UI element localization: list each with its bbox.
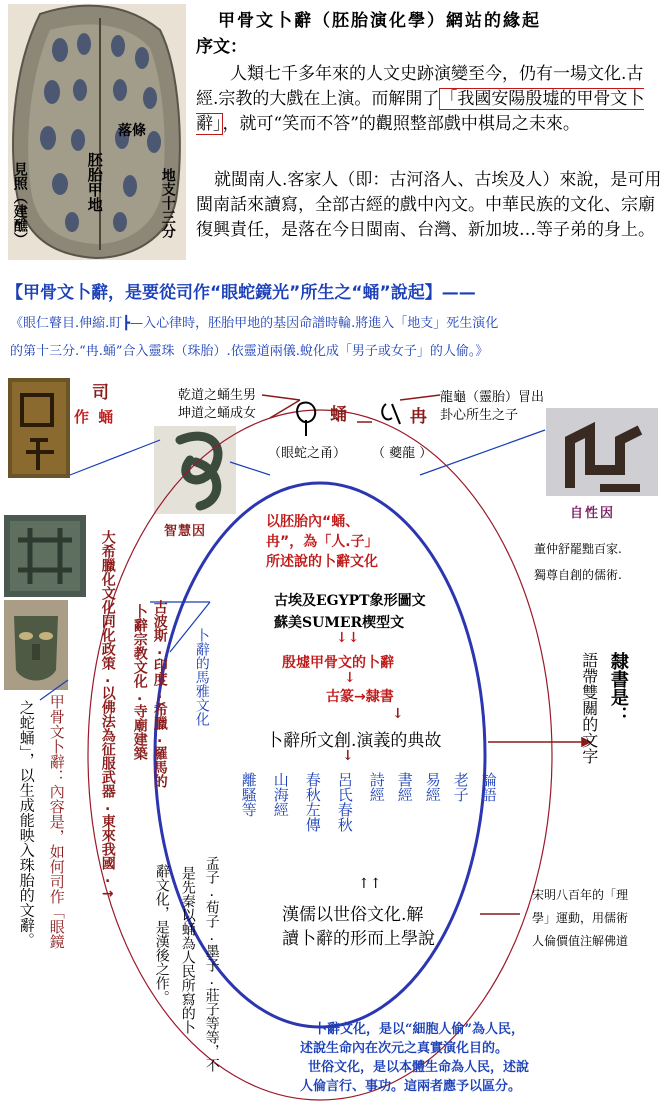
zuo-yong-label: 作 蛹 (74, 408, 116, 426)
banner-headline: 【甲骨文卜辭，是要從司作“眼蛇鏡光”所生之“蛹”說起】—— (6, 283, 476, 303)
classic-lunyu: 論語 (479, 772, 498, 802)
song-ming-note (532, 884, 666, 953)
wisdom-cause-label: 智慧因 (164, 524, 207, 539)
self-nature-label: 自性因 (570, 506, 616, 521)
shell-label-center: 胚胎甲地 (85, 152, 104, 212)
classic-lisao: 離騷等 (239, 772, 258, 817)
shell-label-right: 地支十三分 (159, 168, 176, 238)
banner-line-2: 的第十三分.“冉.蛹”合入靈珠（珠胎）.依靈道兩儀.蛻化成「男子或女子」的人偷。》 (10, 344, 489, 359)
up-arrows: ↑↑ (358, 876, 382, 892)
ran-char: 冉 (410, 407, 427, 427)
mencius-text: 孟子.荀子.墨子.莊子等等，不 (203, 856, 220, 1072)
dragon-turtle-line-2: 卦心所生之子 (440, 408, 519, 423)
oracle-content-text: 甲骨文卜辭：內容是，如何司作「眼鏡 (47, 694, 66, 949)
bottom-line-2: 述說生命內在次元之真實演化目的。 (300, 1041, 509, 1056)
classic-shanhaijing: 山海經 (271, 772, 290, 817)
persia-india-text: 古波斯.印度.希臘.羅馬的 (151, 600, 168, 788)
para1-text: 人類七千多年來的人文史跡演變至今，仍有一場文化.古經.宗教的大戲在上演。而解開了 (196, 64, 644, 109)
shell-label-left: 見照（建醮） (11, 162, 28, 246)
arrow-down-3: ↓ (342, 748, 354, 764)
arrows-down: ↓↓ (336, 630, 360, 646)
song-note-line-1: 宋明八百年的「理 (532, 888, 629, 902)
dong-zhongshu-line-1: 董仲舒罷黜百家. (534, 542, 622, 556)
classic-shujing: 書經 (395, 772, 414, 802)
eye-snake-label: （眼蛇之甬） (268, 446, 347, 461)
ellipse-heading-line-1: 以胚胎內“蛹、 (266, 514, 360, 530)
yong-char: 蛹 (330, 405, 347, 425)
hellenization-text: 大希臘化文化同化政策.以佛法為征服武器.東來我國.→ (99, 530, 116, 902)
song-note-line-3: 人倫價值注解佛道 (532, 934, 629, 948)
classic-laozi: 老子 (451, 772, 470, 802)
classic-chunqiu: 春秋左傳 (303, 772, 322, 832)
page-title: 甲骨文卜辭（胚胎演化學）網站的緣起 (218, 11, 541, 31)
bottom-conclusion (300, 1020, 660, 1096)
bottom-line-4: 人倫言行、事功。這兩者應予以區分。 (300, 1079, 522, 1094)
preface-label: 序文： (196, 37, 247, 57)
dragon-turtle-line-1: 龍龜（靈胎）冒出 (440, 390, 545, 405)
kui-long-label: （ 夔龍 ） (372, 446, 433, 461)
preface-paragraph-1 (196, 62, 662, 137)
han-scholars-line-2: 讀卜辭的形而上學說 (282, 929, 435, 949)
religious-temple-text: 卜辭宗教文化.寺廟建築 (131, 604, 148, 760)
bushi-allusions: 卜辭所文創.演義的典故 (266, 731, 442, 751)
ellipse-heading (266, 512, 466, 572)
bottom-line-3: 世俗文化，是以本體生命為人民，述說 (308, 1060, 530, 1075)
han-scholars-line-1: 漢儒以世俗文化.解 (282, 905, 424, 925)
sumer-script: 蘇美SUMER楔型文 (274, 615, 405, 631)
song-note-line-2: 學」運動，用儒術 (532, 911, 629, 925)
ellipse-heading-line-3: 所述說的卜辭文化 (266, 554, 378, 570)
qian-dao-text: 乾道之蛹生男 (178, 388, 257, 403)
ellipse-heading-line-2: 冉”，為「人.子」 (266, 534, 379, 550)
arrow-down-1: ↓ (344, 670, 356, 686)
classic-lushi: 呂氏春秋 (335, 772, 354, 832)
bronze-dragon-image (546, 408, 658, 496)
bronze-plaque-image (4, 515, 86, 597)
mencius-text-2: 是先秦以蛹為人民所寫的卜 (179, 866, 196, 1034)
boxed-phrase: 「我國安陽殷墟的甲骨文卜辭」 (196, 89, 645, 134)
guzhuan-lishu: 古篆→隸書 (326, 689, 394, 705)
egypt-script: 古埃及EGYPT象形圖文 (274, 593, 426, 609)
dong-zhongshu-line-2: 獨尊自創的儒術. (534, 568, 622, 582)
mencius-text-3: 辭文化，是漢後之作。 (153, 864, 170, 1004)
oracle-content-text-2: 之蛇蛹」，以生成能映入珠胎的文辭。 (17, 700, 36, 948)
preface-paragraph-2: 就閩南人.客家人（即：古河洛人、古埃及人）來說，是可用閩南話來讀寫，全部古經的戲中內文。中華民族的文化、宗廟復興責任，是落在今日閩南、台灣、新加坡…等子弟的身上。 (196, 170, 662, 240)
classic-shijing: 詩經 (367, 772, 386, 802)
banner-line-1: 《眼仁瞽目.伸縮.盯┣—入心律時，胚胎甲地的基因命譜時輪.將進入「地支」死生演化 (10, 316, 499, 331)
classic-yijing: 易經 (423, 772, 442, 802)
lishu-text: 隸書是： (607, 652, 629, 724)
para1-tail: ，就可“笑而不答”的觀照整部戲中棋局之未來。 (222, 114, 580, 134)
kun-dao-text: 坤道之蛹成女 (178, 406, 257, 421)
yinxu-oracle-text: 殷墟甲骨文的卜辭 (282, 655, 394, 671)
shell-label-mid: 落條 (118, 123, 146, 139)
oracle-bone-photo (8, 378, 70, 478)
maya-culture-text: 卜辭的馬雅文化 (193, 628, 210, 726)
bronze-mask-image (4, 600, 68, 690)
si-label: 司 (92, 383, 109, 403)
arrow-down-2: ↓ (392, 706, 404, 722)
bottom-line-1: 卜辭文化，是以“細胞人偷”為人民， (314, 1022, 524, 1037)
jade-dragon-image (154, 426, 236, 514)
lishu-pun-text: 語帶雙關的文字 (579, 652, 599, 764)
